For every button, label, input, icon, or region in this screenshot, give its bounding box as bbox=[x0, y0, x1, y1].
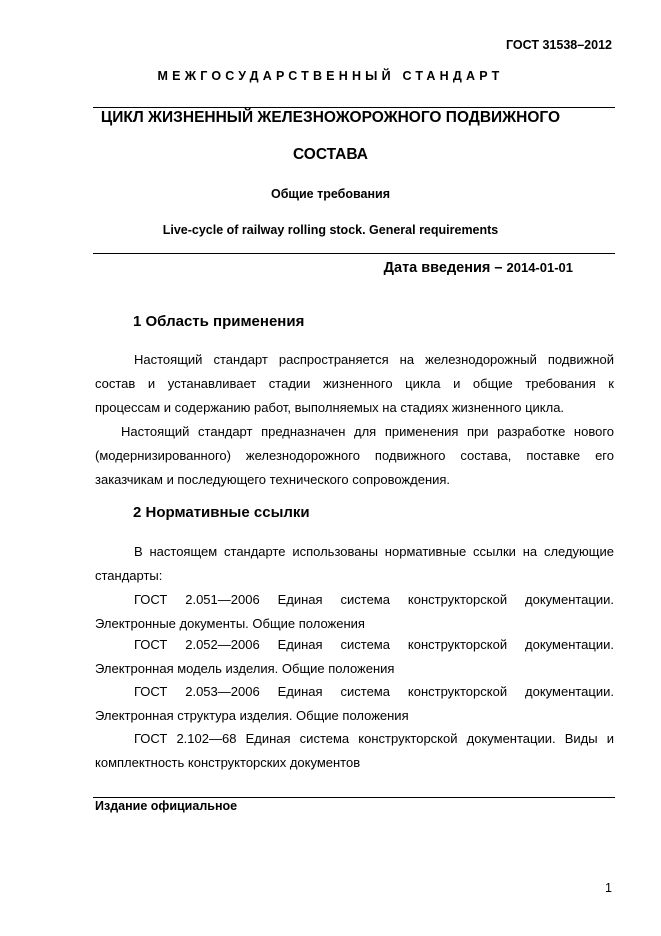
title-top-rule bbox=[93, 107, 615, 108]
introduction-date-value: 2014-01-01 bbox=[506, 260, 573, 275]
text-line: состав и устанавливает стадии жизненного цикла и общие требования к bbox=[95, 376, 614, 391]
introduction-date-label: Дата введения – bbox=[383, 260, 503, 276]
document-title-line2: СОСТАВА bbox=[293, 146, 368, 163]
normative-reference bbox=[95, 680, 614, 728]
text-line: (модернизированного) железнодорожного подвижного состава, поставке его bbox=[95, 448, 614, 463]
text-line: процессам и содержанию работ, выполняемых на стадиях жизненного цикла. bbox=[95, 400, 565, 415]
section1-heading: 1 Область применения bbox=[133, 313, 305, 330]
normative-reference bbox=[95, 588, 614, 636]
text-line: ГОСТ 2.052—2006 Единая система конструкторской документации. bbox=[134, 637, 614, 652]
section1-paragraph1 bbox=[95, 348, 614, 420]
text-line: Электронная структура изделия. Общие положения bbox=[95, 708, 409, 723]
section2-intro bbox=[95, 540, 614, 588]
text-line: стандарты: bbox=[95, 568, 163, 583]
text-line: Настоящий стандарт предназначен для применения при разработке нового bbox=[121, 424, 614, 439]
text-line: Электронные документы. Общие положения bbox=[95, 616, 365, 631]
official-edition-label: Издание официальное bbox=[95, 799, 238, 813]
introduction-date bbox=[384, 260, 573, 276]
text-line: В настоящем стандарте использованы нормативные ссылки на следующие bbox=[134, 544, 614, 559]
interstate-standard-label: МЕЖГОСУДАРСТВЕННЫЙ СТАНДАРТ bbox=[157, 69, 504, 83]
document-subtitle-en: Live-cycle of railway rolling stock. General requirements bbox=[162, 223, 499, 237]
text-line: Электронная модель изделия. Общие положения bbox=[95, 661, 395, 676]
section1-paragraph2 bbox=[95, 420, 614, 492]
text-line: Настоящий стандарт распространяется на железнодорожный подвижной bbox=[134, 352, 614, 367]
text-line: ГОСТ 2.053—2006 Единая система конструкторской документации. bbox=[134, 684, 614, 699]
text-line: заказчикам и последующего технического сопровождения. bbox=[95, 472, 451, 487]
document-title-line1: ЦИКЛ ЖИЗНЕННЫЙ ЖЕЛЕЗНОЖОРОЖНОГО ПОДВИЖНОГО bbox=[100, 109, 561, 126]
normative-reference bbox=[95, 633, 614, 681]
section2-heading: 2 Нормативные ссылки bbox=[133, 504, 310, 521]
normative-reference bbox=[95, 727, 614, 775]
text-line: комплектность конструкторских документов bbox=[95, 755, 361, 770]
title-bottom-rule bbox=[93, 253, 615, 254]
footer-rule bbox=[93, 797, 615, 798]
document-subtitle-ru: Общие требования bbox=[270, 187, 390, 201]
document-code: ГОСТ 31538–2012 bbox=[506, 38, 612, 52]
text-line: ГОСТ 2.102—68 Единая система конструкторской документации. Виды и bbox=[134, 731, 614, 746]
text-line: ГОСТ 2.051—2006 Единая система конструкторской документации. bbox=[134, 592, 614, 607]
page-number: 1 bbox=[605, 881, 612, 895]
